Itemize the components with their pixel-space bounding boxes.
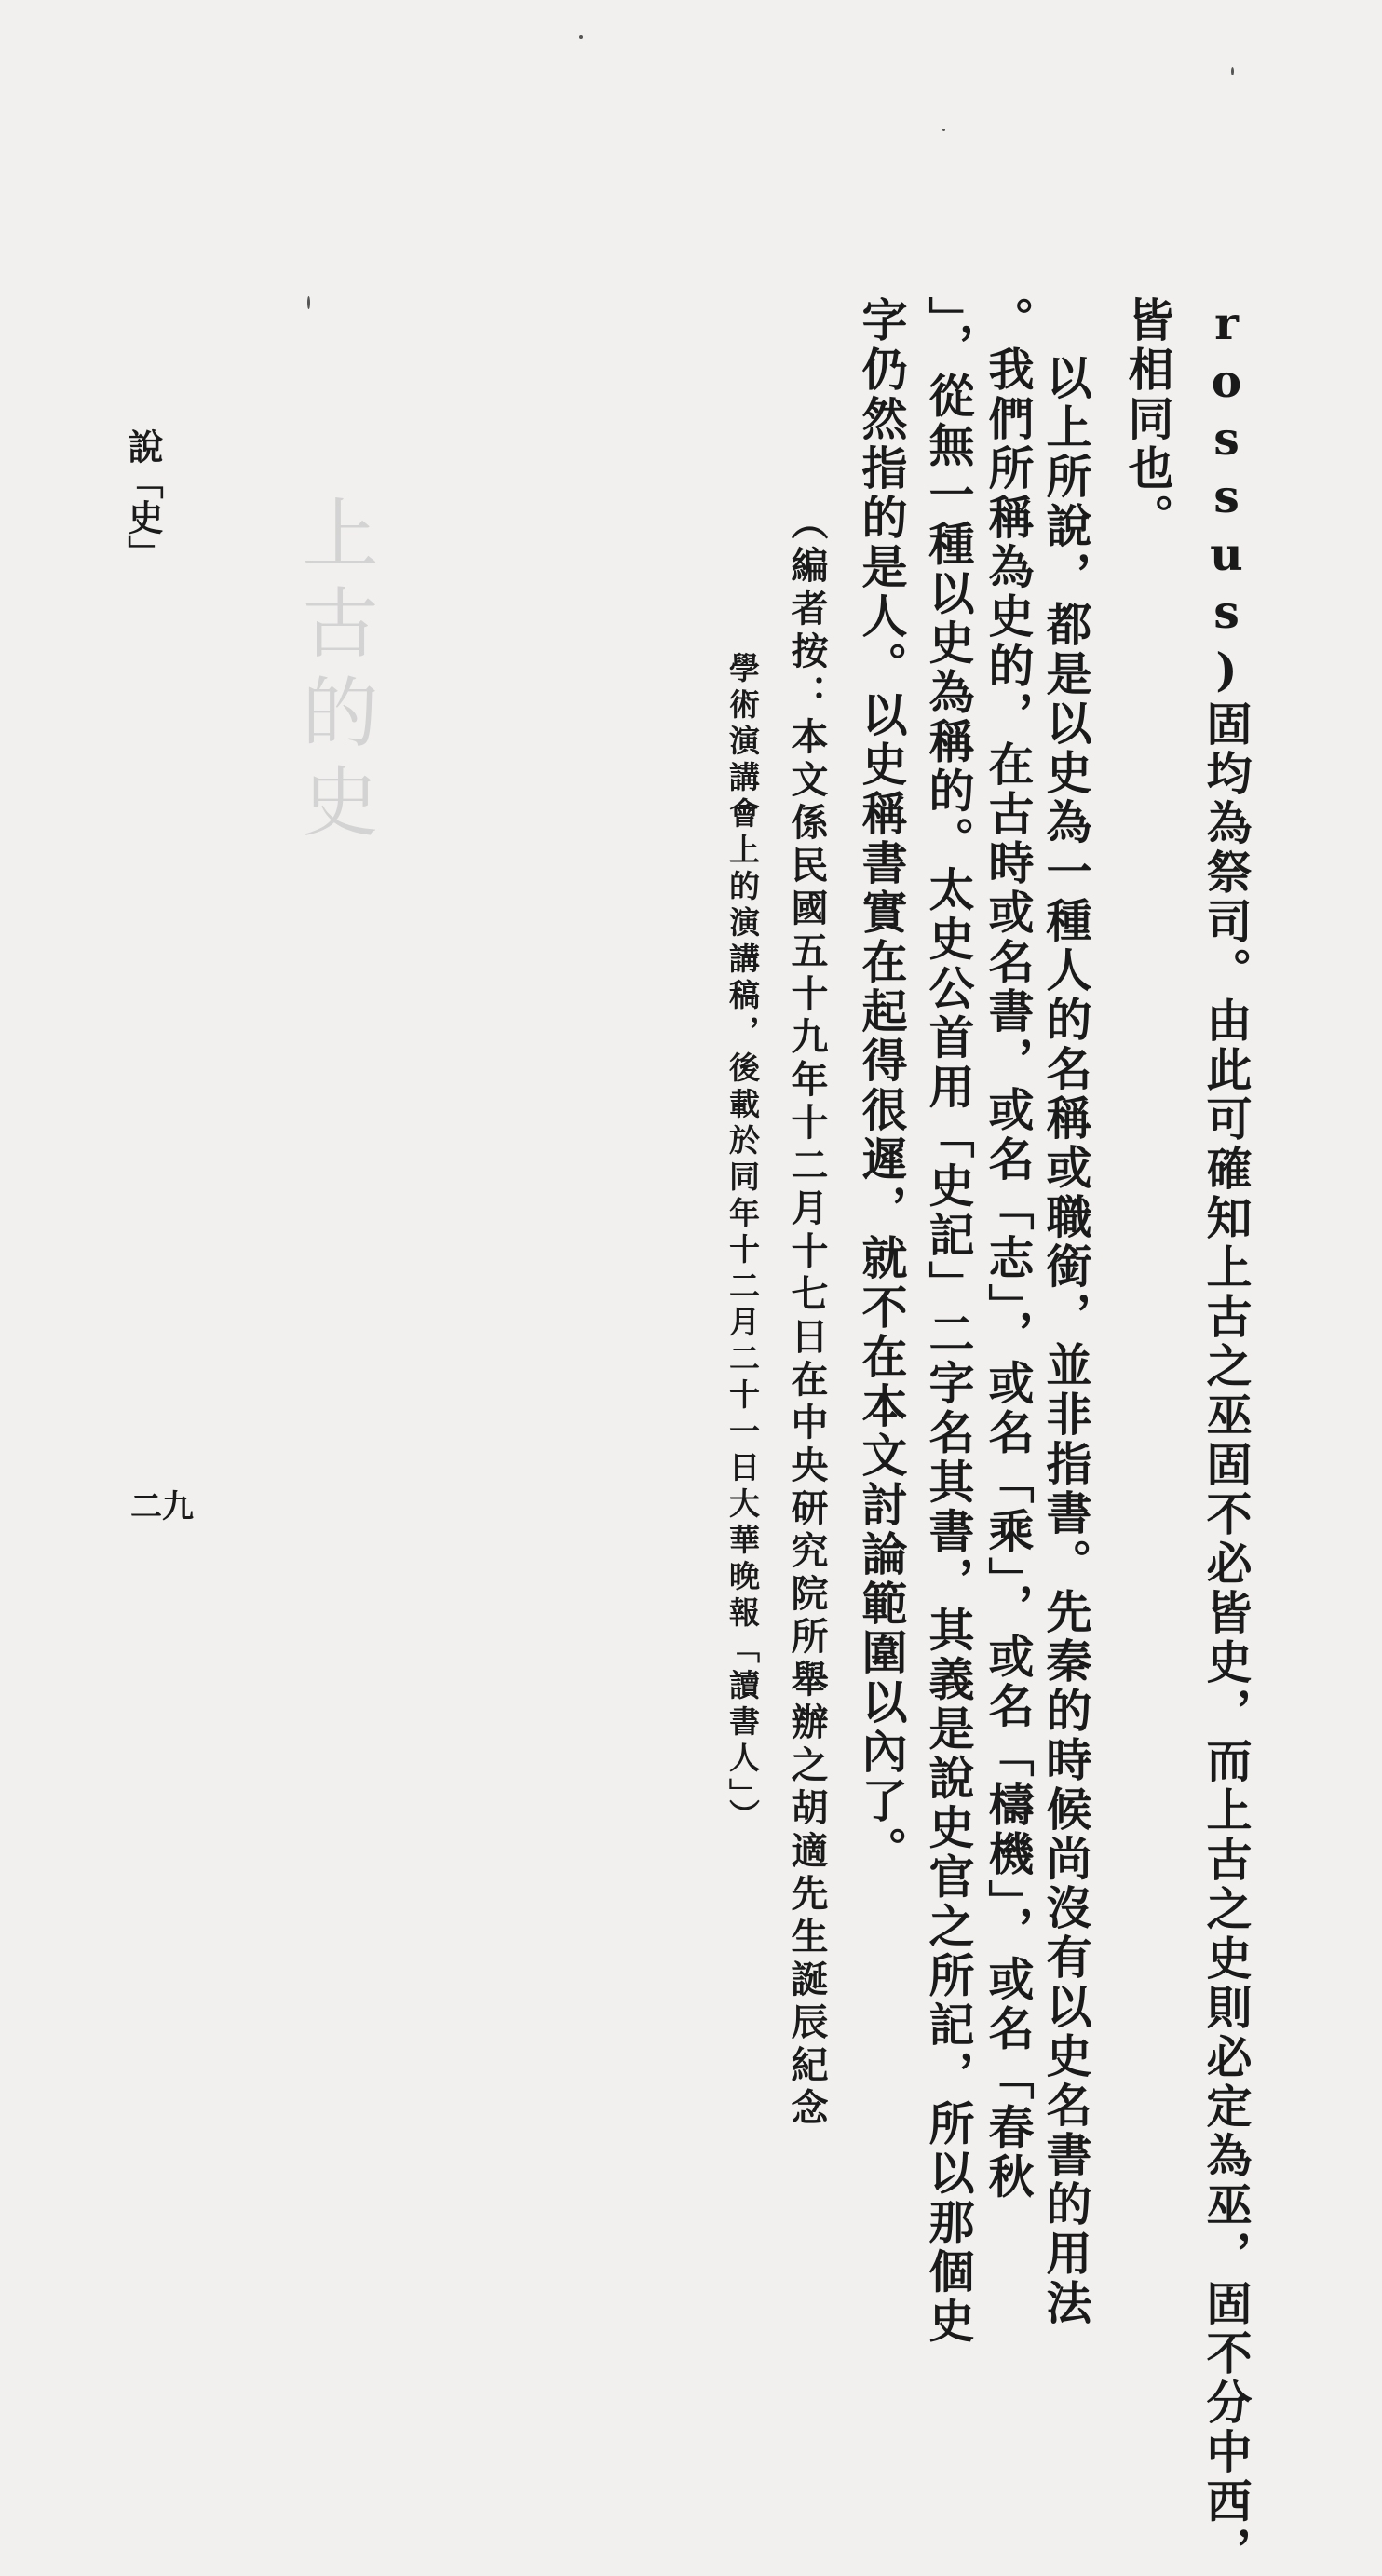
running-header: 說「史」 — [122, 428, 164, 570]
body-column-6: 字仍然指的是人。以史稱書實在起得很遲，就不在本文討論範圍以內了。 — [855, 296, 909, 1876]
page-number: 二九 — [130, 1488, 194, 1525]
bleed-through-column — [522, 296, 575, 1196]
body-column-5: 」，從無一種以史為稱的。太史公首用「史記」二字名其書，其義是說史官之所記，所以那個史 — [922, 296, 976, 2347]
body-column-3: 以上所說，都是以史為一種人的名稱或職銜，並非指書。先秦的時候尚沒有以史名書的用法 — [1039, 354, 1093, 2328]
scan-speck — [942, 129, 945, 131]
body-column-7: （編者按：本文係民國五十九年十二月十七日在中央研究院所舉辦之胡適先生誕辰紀念 — [785, 503, 829, 2131]
scan-speck — [579, 35, 583, 39]
scan-speck — [1231, 67, 1234, 75]
bleed-through-column — [652, 296, 705, 1196]
bleed-through-column — [456, 296, 509, 1196]
body-column-2: 皆相同也。 — [1121, 296, 1175, 543]
scan-speck — [307, 296, 310, 309]
editor-note-column: 學術演講會上的演講稿，後載於同年十二月二十一日大華晚報「讀書人」） — [725, 652, 761, 1836]
bleed-through-column — [587, 296, 640, 1196]
bleed-through-title: 上古的史 — [290, 494, 378, 851]
body-column-1: rossus)固均為祭司。由此可確知上古之巫固不必皆史，而上古之史則必定為巫，固不分中西， — [1199, 296, 1253, 2576]
body-column-4: 。我們所稱為史的，在古時或名書，或名「志」，或名「乘」，或名「檮機」，或名「春秋 — [982, 296, 1036, 2203]
